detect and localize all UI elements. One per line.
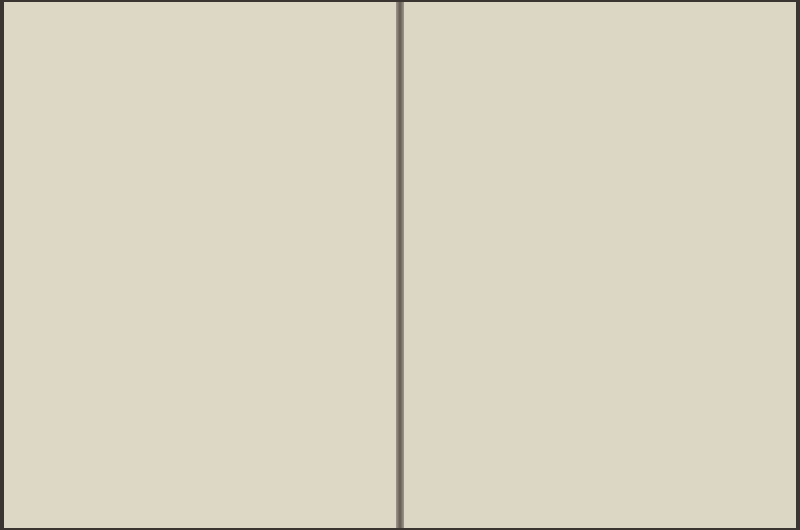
book-spread [4,2,796,528]
left-page [4,2,396,528]
book-gutter [396,2,404,528]
right-page [404,2,796,528]
